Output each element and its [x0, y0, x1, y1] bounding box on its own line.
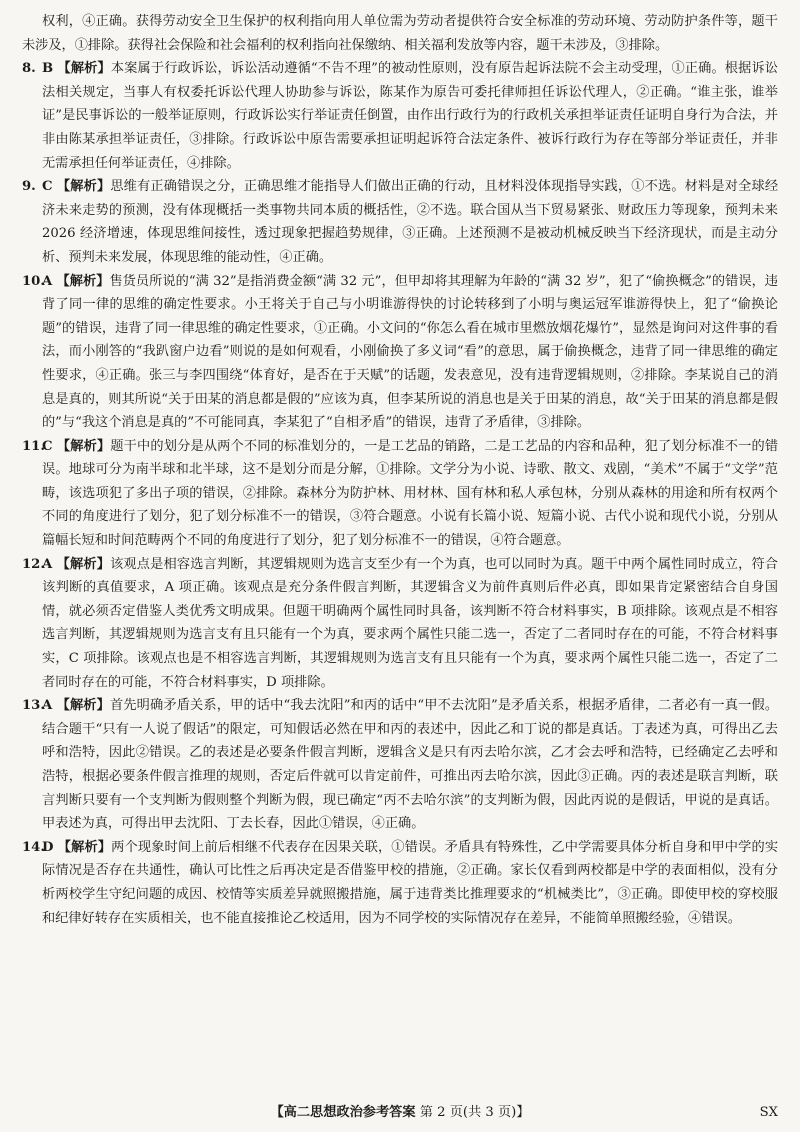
analysis-label: 【解析】	[56, 438, 111, 454]
analysis-label: 【解析】	[56, 179, 111, 195]
analysis-label: 【解析】	[56, 556, 111, 572]
answer-item	[22, 57, 778, 175]
question-number: 9.	[22, 179, 36, 195]
footer-title: 【高二思想政治参考答案	[270, 1105, 416, 1120]
answer-letter: A	[42, 273, 53, 289]
analysis-label: 【解析】	[56, 273, 110, 289]
analysis-text: 售货员所说的“满 32”是指消费金额“满 32 元”，但甲却将其理解为年龄的“满 32 岁”，犯了“偷换概念”的错误，违背了同一律的思维的确定性要求。小王将关于自己与小明谁游得快的讨论转移到了小明与奥运冠军谁游得快上，犯了“偷换论题”的错误，违背了同一律思维的确定性要求，①正确。小文问的“你怎么看在城市里燃放烟花爆竹”，显然是询问对这件事的看法，而小刚答的“我趴窗户边看”则说的是如何观看，小刚偷换了多义词“看”的意思，属于偷换概念，违背了同一律思维的确定性要求，④正确。张三与李四围绕“体育好，是否在于天赋”的话题，发表意见，没有违背逻辑规则，②排除。李某说自己的消息是真的，则其所说“关于田某的消息都是假的”应该为真，但李某所说的消息也是关于田某的消息，故“关于田某的消息都是假的”与“我这个消息是真的”不可能同真，李某犯了“自相矛盾”的错误，违背了矛盾律，③排除。	[42, 273, 778, 431]
question-number: 11.	[22, 438, 45, 454]
answer-item	[22, 694, 778, 836]
answer-content	[22, 10, 778, 930]
analysis-label: 【解析】	[56, 698, 110, 714]
footer-code: SX	[759, 1105, 778, 1120]
answer-letter: A	[42, 556, 53, 572]
analysis-text: 本案属于行政诉讼，诉讼活动遵循“不告不理”的被动性原则，没有原告起诉法院不会主动受理，①正确。根据诉讼法相关规定，当事人有权委托诉讼代理人协助参与诉讼，陈某作为原告可委托律师担任诉讼代理人，②正确。“谁主张，谁举证”是民事诉讼的一般举证原则，行政诉讼实行举证责任倒置，由作出行政行为的行政机关承担举证责任证明自身行为合法，并非由陈某承担举证责任，③排除。行政诉讼中原告需要承担证明起诉符合法定条件、被诉行政行为存在等部分举证责任，并非无需承担任何举证责任，④排除。	[42, 61, 778, 171]
question-number: 12.	[22, 556, 45, 572]
answer-item	[22, 553, 778, 695]
analysis-label: 【解析】	[57, 839, 112, 855]
answer-item	[22, 435, 778, 553]
analysis-text: 该观点是相容选言判断，其逻辑规则为选言支至少有一个为真，也可以同时为真。题干中两个属性同时成立，符合该判断的真值要求，A 项正确。该观点是充分条件假言判断，其逻辑含义为前件真则后件必真，即如果肯定紧密结合自身国情，就必须否定借鉴人类优秀文明成果。但题干明确两个属性同时具备，该判断不符合材料事实，B 项排除。该观点是不相容选言判断，其逻辑规则为选言支有且只能有一个为真，要求两个属性只能二选一，否定了二者同时存在的可能，不符合材料事实，C 项排除。该观点也是不相容选言判断，其逻辑规则为选言支有且只能有一个为真，要求两个属性只能二选一，否定了二者同时存在的可能，不符合材料事实，D 项排除。	[42, 556, 778, 690]
answer-item	[22, 175, 778, 269]
footer-page-number: 第 2 页(共 3 页)】	[419, 1105, 530, 1120]
footer-center	[0, 1101, 800, 1125]
page-footer	[0, 1101, 800, 1125]
answer-letter: A	[42, 698, 53, 714]
answer-letter: C	[42, 179, 53, 195]
continued-paragraph: 权利，④正确。获得劳动安全卫生保护的权利指向用人单位需为劳动者提供符合安全标准的劳动环境、劳动防护条件等，题干未涉及，①排除。获得社会保险和社会福利的权利指向社保缴纳、相关福利发放等内容，题干未涉及，③排除。	[22, 14, 778, 53]
question-number: 14.	[22, 839, 45, 855]
question-number: 13.	[22, 698, 45, 714]
answer-letter: D	[42, 839, 54, 855]
question-number: 10.	[22, 273, 45, 289]
answer-letter: C	[42, 438, 53, 454]
analysis-text: 首先明确矛盾关系，甲的话中“我去沈阳”和丙的话中“甲不去沈阳”是矛盾关系，根据矛盾律，二者必有一真一假。结合题干“只有一人说了假话”的限定，可知假话必然在甲和丙的表述中，因此乙和丁说的都是真话。丁表述为真，可得出乙去呼和浩特，因此②错误。乙的表述是必要条件假言判断，逻辑含义是只有丙去哈尔滨，乙才会去呼和浩特，已经确定乙去呼和浩特，根据必要条件假言推理的规则，否定后件就可以肯定前件，可推出丙去哈尔滨，因此③正确。丙的表述是联言判断，联言判断只要有一个支判断为假则整个判断为假，现已确定“丙不去哈尔滨”的支判断为假，因此丙说的是假话，甲说的是真话。甲表述为真，可得出甲去沈阳、丁去长春，因此①错误，④正确。	[42, 698, 779, 832]
answer-letter: B	[42, 61, 54, 77]
analysis-text: 两个现象时间上前后相继不代表存在因果关联，①错误。矛盾具有特殊性，乙中学需要具体分析自身和甲中学的实际情况是否存在共通性，确认可比性之后再决定是否借鉴甲校的措施，②正确。家长仅看到两校都是中学的表面相似，没有分析两校学生守纪问题的成因、校情等实质差异就照搬措施，属于违背类比推理要求的“机械类比”，③正确。即使甲校的穿校服和纪律好转存在实质相关，也不能直接推论乙校适用，因为不同学校的实际情况存在差异，不能简单照搬经验，④错误。	[42, 839, 779, 926]
answer-item	[22, 836, 778, 930]
answer-list	[22, 57, 778, 930]
analysis-label: 【解析】	[57, 61, 111, 77]
answer-item	[22, 270, 778, 435]
analysis-text: 题干中的划分是从两个不同的标准划分的，一是工艺品的销路，二是工艺品的内容和品种，犯了划分标准不一的错误。地球可分为南半球和北半球，这不是划分而是分解，①排除。文学分为小说、诗歌、散文、戏剧，“美术”不属于“文学”范畴，该选项犯了多出子项的错误，②排除。森林分为防护林、用材林、国有林和私人承包林，分别从森林的用途和所有权两个不同的角度进行了划分，犯了划分标准不一的错误，③符合题意。小说有长篇小说、短篇小说、古代小说和现代小说，分别从篇幅长短和时间范畴两个不同的角度进行了划分，犯了划分标准不一的错误，④符合题意。	[42, 438, 779, 549]
question-number: 8.	[22, 61, 36, 77]
analysis-text: 思维有正确错误之分，正确思维才能指导人们做出正确的行动，且材料没体现指导实践，①不选。材料是对全球经济未来走势的预测，没有体现概括一类事物共同本质的概括性，②不选。联合国从当下贸易紧张、财政压力等现象，预判未来 2026 经济增速，体现思维间接性，透过现象把握趋势规律，③正确。上述预测不是被动机械反映当下经济现状，而是主动分析、预判未来发展，体现思维的能动性，④正确。	[42, 179, 779, 265]
